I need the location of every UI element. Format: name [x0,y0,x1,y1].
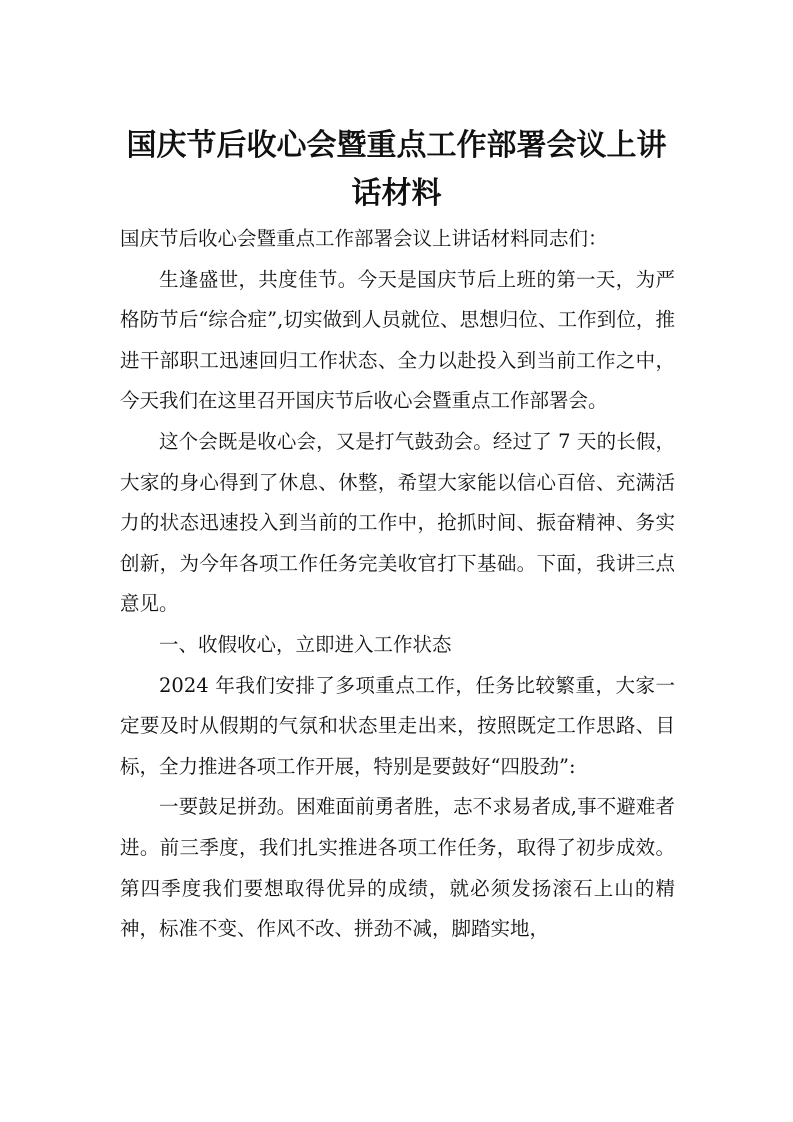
document-body [120,219,675,950]
document-title-line-2: 话材料 [351,176,442,211]
body-paragraph: 一要鼓足拼劲。困难面前勇者胜，志不求易者成,事不避难者进。前三季度，我们扎实推进各项工作任务，取得了初步成效。第四季度我们要想取得优异的成绩，就必须发扬滚石上山的精神，标准不变、作风不改、拼劲不减，脚踏实地， [120,795,675,941]
body-paragraph: 这个会既是收心会，又是打气鼓劲会。经过了 7 天的长假，大家的身心得到了休息、休整，希望大家能以信心百倍、充满活力的状态迅速投入到当前的工作中，抢抓时间、振奋精神、务实创新，为今年各项工作任务完美收官打下基础。下面，我讲三点意见。 [120,429,675,616]
document-title-line-1: 国庆节后收心会暨重点工作部署会议上讲 [126,128,667,163]
section-heading: 一、收假收心，立即进入工作状态 [159,632,452,656]
body-paragraph: 2024 年我们安排了多项重点工作，任务比较繁重，大家一定要及时从假期的气氛和状态里走出来，按照既定工作思路、目标，全力推进各项工作开展，特别是要鼓好“四股劲”: [120,673,675,778]
body-paragraph: 生逢盛世，共度佳节。今天是国庆节后上班的第一天，为严格防节后“综合症”,切实做到人员就位、思想归位、工作到位，推进干部职工迅速回归工作状态、全力以赴投入到当前工作之中，今天我们在这里召开国庆节后收心会暨重点工作部署会。 [120,267,675,413]
salutation-paragraph: 国庆节后收心会暨重点工作部署会议上讲话材料同志们： [120,227,608,250]
